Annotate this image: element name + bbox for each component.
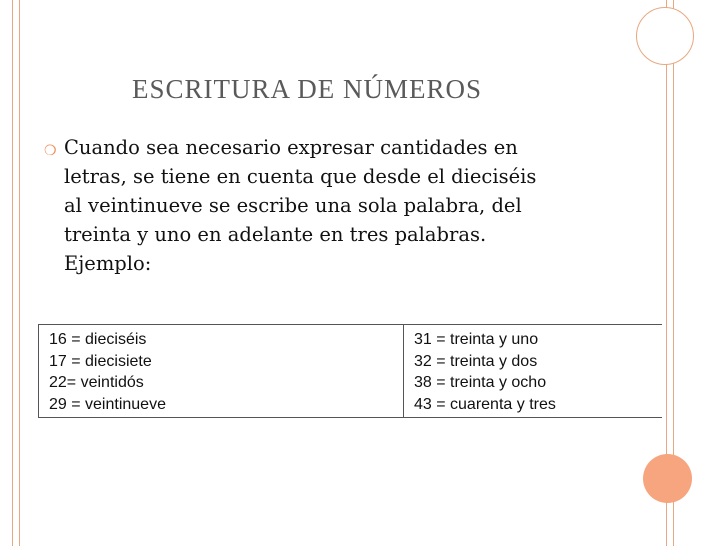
table-cell: 29 = veintinueve (49, 395, 166, 413)
table-cell: 31 = treinta y uno (414, 331, 539, 348)
table-cell: 22= veintidós (49, 374, 144, 391)
table-cell: 17 = diecisiete (49, 352, 152, 370)
examples-table (38, 324, 662, 418)
table-cell: 32 = treinta y dos (414, 352, 538, 370)
slide-title: ESCRITURA DE NÚMEROS (132, 74, 483, 104)
bullet-line: letras, se tiene en cuenta que desde el dieciséis (64, 165, 537, 188)
bullet-line: treinta y uno en adelante en tres palabras. (64, 223, 487, 246)
decorative-frame-left (12, 0, 20, 546)
table-cell: 43 = cuarenta y tres (414, 395, 556, 413)
table-column-left (38, 325, 404, 417)
table-cell: 38 = treinta y ocho (414, 374, 547, 391)
bullet-line: Cuando sea necesario expresar cantidades en (64, 136, 518, 159)
table-cell: 16 = dieciséis (49, 331, 147, 348)
decorative-circle-filled (643, 454, 692, 503)
bullet-icon: ❍ (44, 144, 57, 159)
table-column-right (404, 325, 662, 417)
bullet-text (64, 133, 634, 278)
decorative-circle-outline (636, 7, 694, 65)
bullet-line: al veintinueve se escribe una sola palabra, del (64, 194, 522, 217)
bullet-line: Ejemplo: (64, 252, 152, 275)
